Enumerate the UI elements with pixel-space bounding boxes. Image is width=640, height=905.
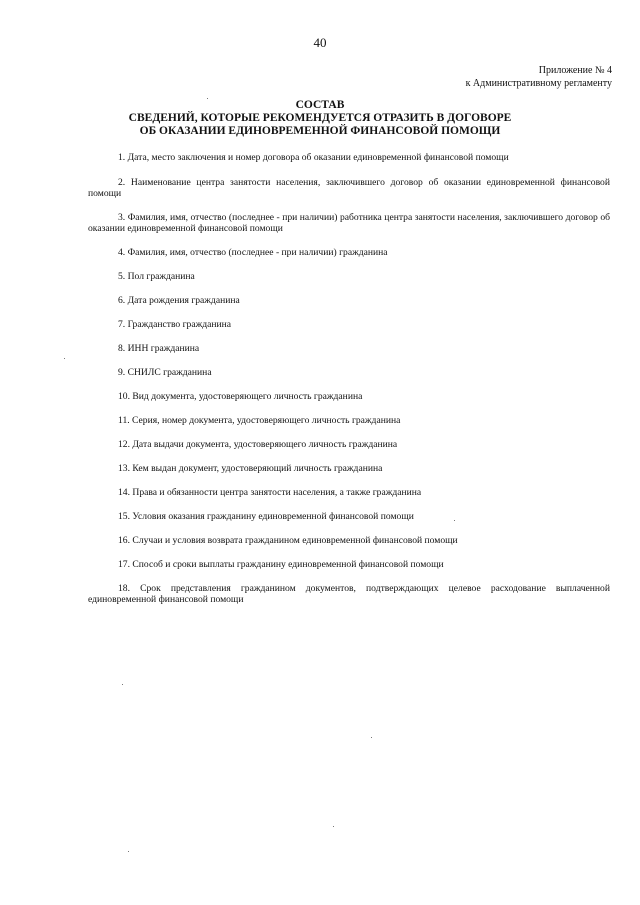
list-item: 15. Условия оказания гражданину единовременной финансовой помощи — [118, 510, 414, 522]
list-item: 17. Способ и сроки выплаты гражданину единовременной финансовой помощи — [118, 558, 444, 570]
list-item: 3. Фамилия, имя, отчество (последнее - при наличии) работника центра занятости населения, заключившего договор об оказании единовременной финансовой помощи — [88, 211, 610, 234]
scan-speck — [333, 826, 334, 827]
scan-speck — [207, 98, 208, 99]
title-line-2: СВЕДЕНИЙ, КОТОРЫЕ РЕКОМЕНДУЕТСЯ ОТРАЗИТЬ В ДОГОВОРЕ — [128, 112, 512, 124]
list-item: 6. Дата рождения гражданина — [118, 294, 240, 306]
scan-speck — [128, 851, 129, 852]
appendix-line-1: Приложение № 4 — [538, 65, 612, 76]
scan-speck — [371, 737, 372, 738]
list-item: 5. Пол гражданина — [118, 270, 195, 282]
list-item: 8. ИНН гражданина — [118, 342, 200, 354]
list-item: 2. Наименование центра занятости населения, заключившего договор об оказании единовременной финансовой помощи — [88, 176, 610, 199]
list-item: 16. Случаи и условия возврата гражданином единовременной финансовой помощи — [118, 534, 458, 546]
page-number: 40 — [313, 35, 327, 50]
list-item: 7. Гражданство гражданина — [118, 318, 232, 330]
document-title — [0, 99, 640, 138]
list-item: 13. Кем выдан документ, удостоверяющий личность гражданина — [118, 462, 383, 474]
list-item: 14. Права и обязанности центра занятости населения, а также гражданина — [118, 486, 422, 498]
appendix-line-2: к Административному регламенту — [465, 78, 612, 89]
items-list — [88, 152, 610, 606]
list-item: 1. Дата, место заключения и номер договора об оказании единовременной финансовой помощи — [118, 152, 509, 163]
list-item: 18. Срок представления гражданином документов, подтверждающих целевое расходование выплаченной единовременной финансовой помощи — [88, 582, 610, 605]
title-line-3: ОБ ОКАЗАНИИ ЕДИНОВРЕМЕННОЙ ФИНАНСОВОЙ ПОМОЩИ — [139, 125, 501, 137]
list-item: 4. Фамилия, имя, отчество (последнее - при наличии) гражданина — [118, 246, 388, 258]
list-item: 9. СНИЛС гражданина — [118, 366, 212, 378]
appendix-reference — [466, 64, 612, 90]
list-item: 12. Дата выдачи документа, удостоверяющего личность гражданина — [118, 438, 398, 450]
title-line-1: СОСТАВ — [295, 99, 345, 111]
scan-speck — [64, 358, 65, 359]
scan-speck — [454, 520, 455, 521]
scan-speck — [122, 684, 123, 685]
list-item: 10. Вид документа, удостоверяющего личность гражданина — [118, 390, 363, 402]
list-item: 11. Серия, номер документа, удостоверяющего личность гражданина — [118, 414, 401, 426]
